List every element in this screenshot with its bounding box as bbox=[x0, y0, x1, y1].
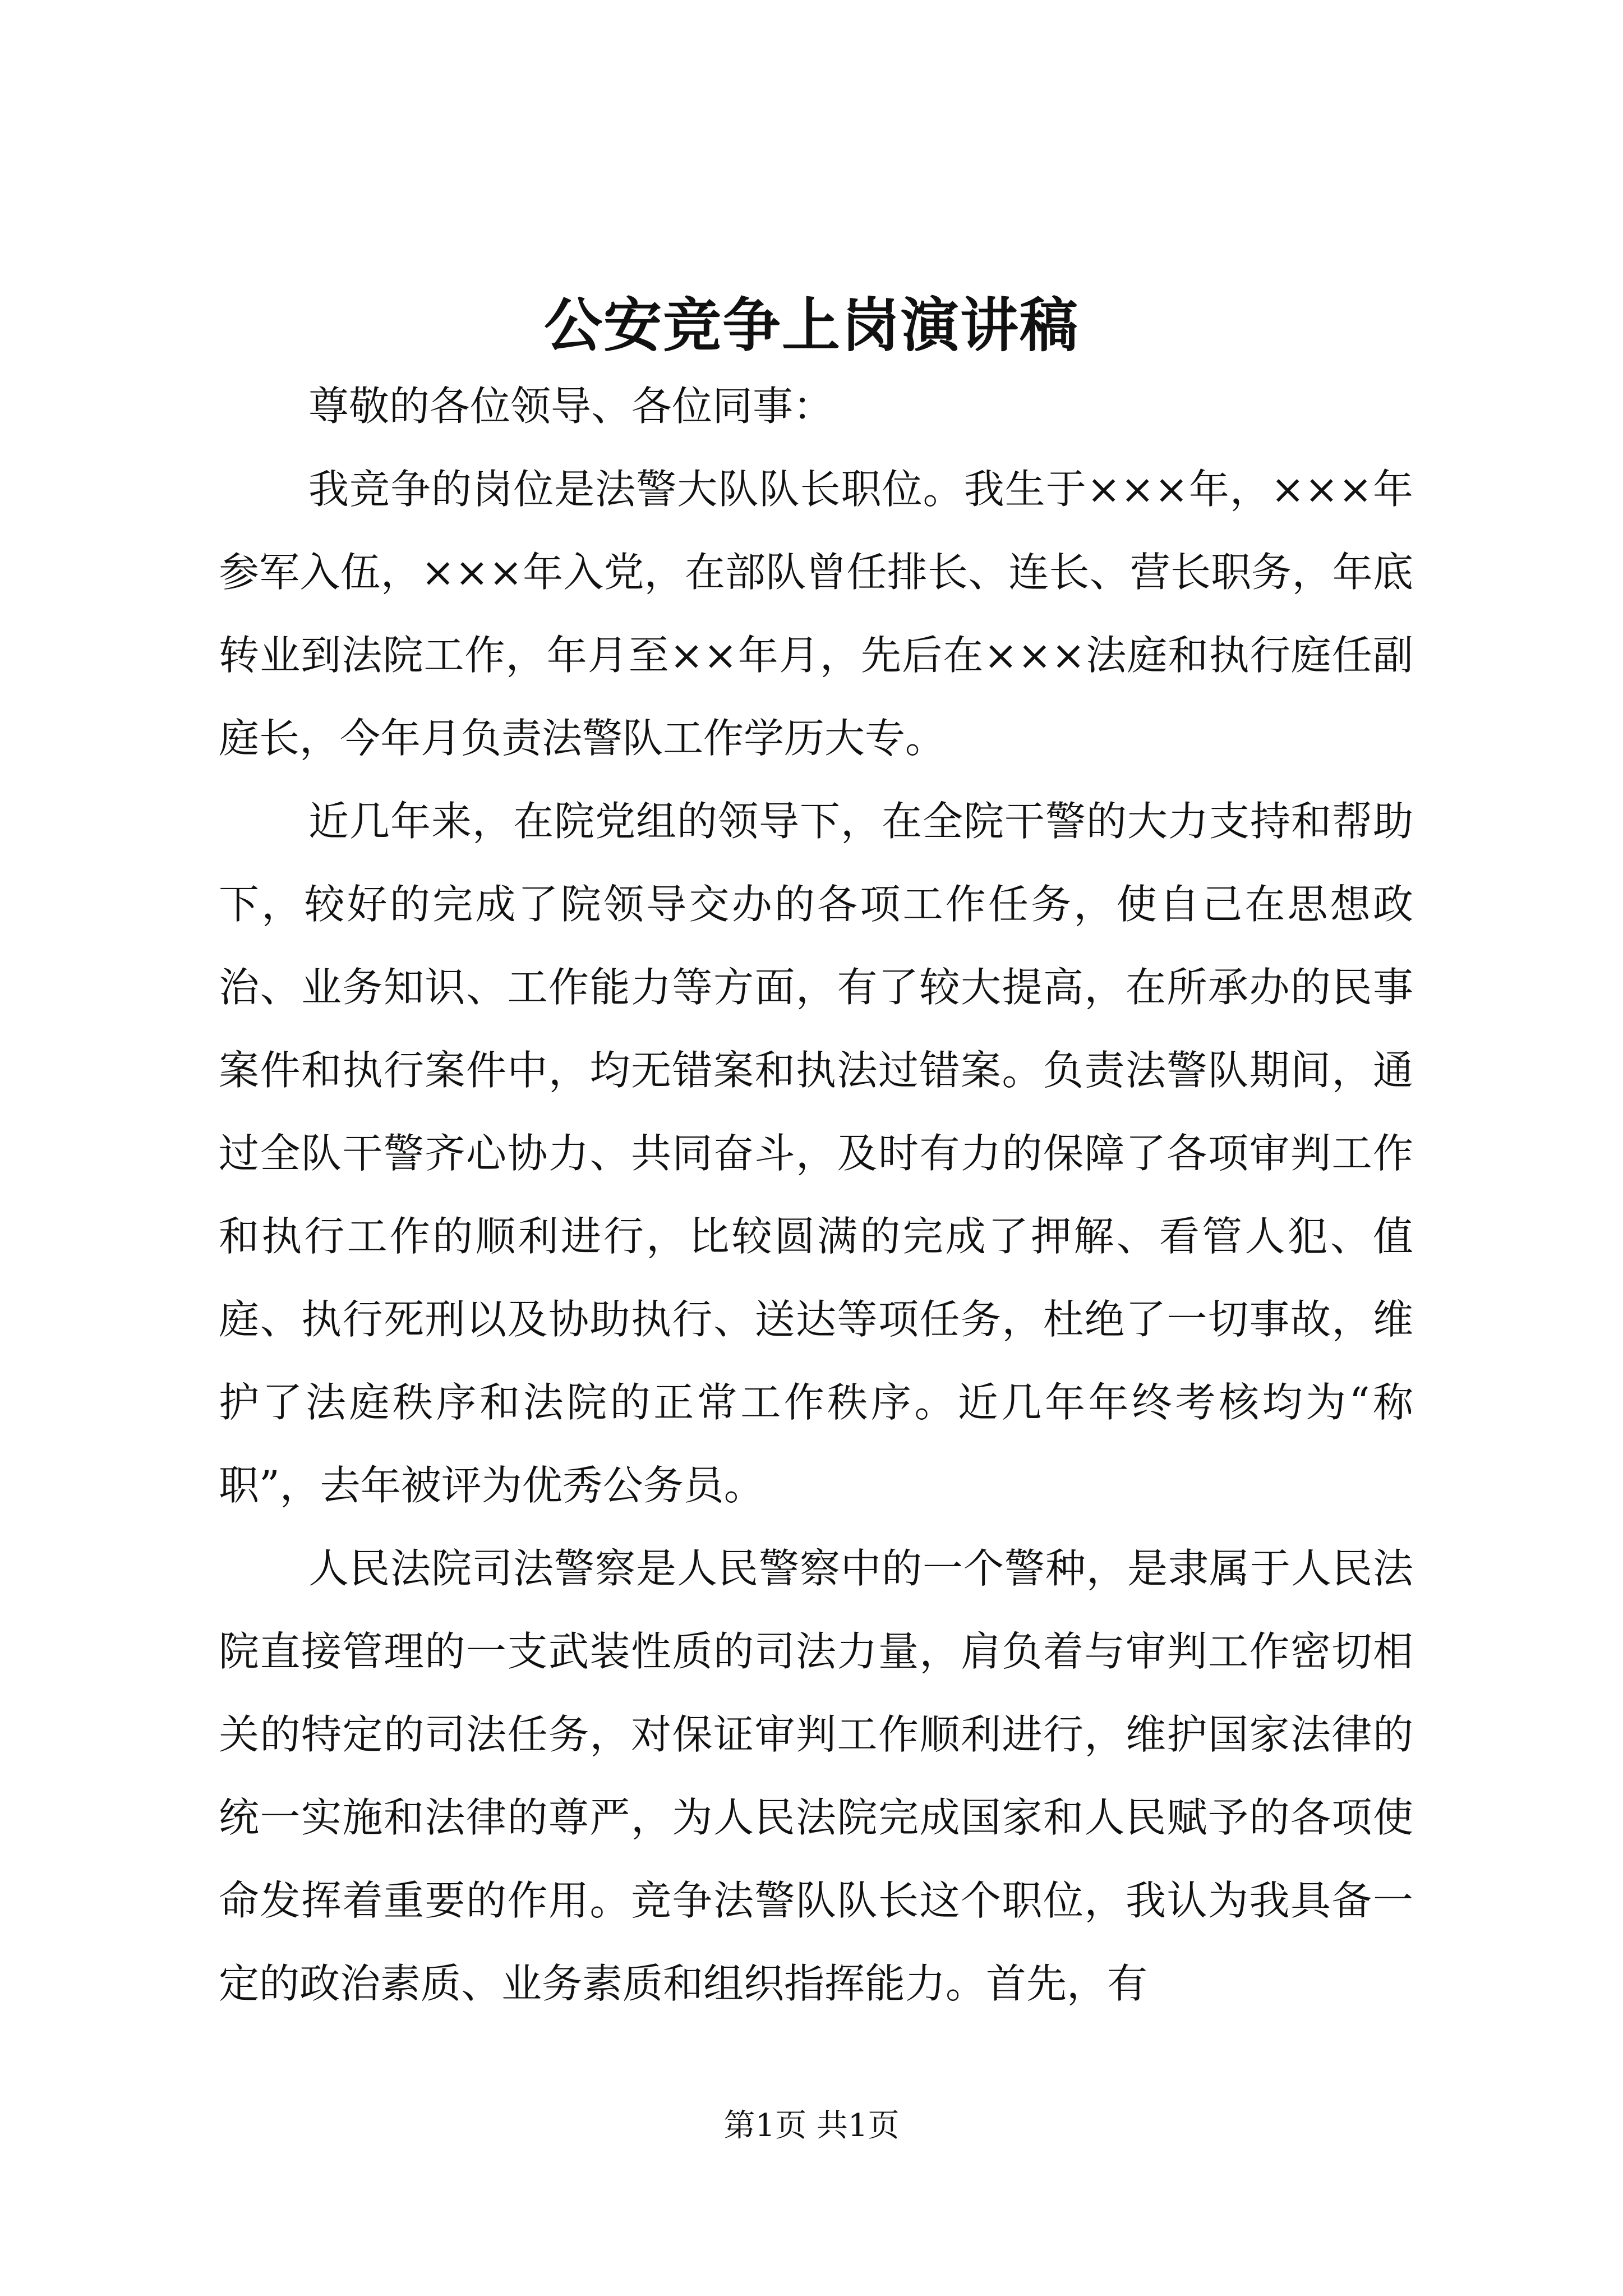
document-title: 公安竞争上岗演讲稿 bbox=[543, 291, 1079, 360]
salutation-paragraph: 尊敬的各位领导、各位同事： bbox=[308, 383, 834, 430]
body-paragraph: 近几年来，在院党组的领导下，在全院干警的大力支持和帮助下，较好的完成了院领导交办的各项工作任务，使自己在思想政治、业务知识、工作能力等方面，有了较大提高，在所承办的民事案件和执行案件中，均无错案和执法过错案。负责法警队期间，通过全队干警齐心协力、共同奋斗，及时有力的保障了各项审判工作和执行工作的顺利进行，比较圆满的完成了押解、看管人犯、值庭、执行死刑以及协助执行、送达等项任务，杜绝了一切事故，维护了法庭秩序和法院的正常工作秩序。近几年年终考核均为“称职”，去年被评为优秀公务员。 bbox=[219, 798, 1413, 1509]
body-paragraph: 我竞争的岗位是法警大队队长职位。我生于×××年，×××年参军入伍，×××年入党，在部队曾任排长、连长、营长职务，年底转业到法院工作，年月至××年月，先后在×××法庭和执行庭任副庭长，今年月负责法警队工作学历大专。 bbox=[219, 466, 1413, 762]
document-body bbox=[219, 365, 1413, 2025]
body-paragraph: 人民法院司法警察是人民警察中的一个警种，是隶属于人民法院直接管理的一支武装性质的司法力量，肩负着与审判工作密切相关的特定的司法任务，对保证审判工作顺利进行，维护国家法律的统一实施和法律的尊严，为人民法院完成国家和人民赋予的各项使命发挥着重要的作用。竞争法警队队长这个职位，我认为我具备一定的政治素质、业务素质和组织指挥能力。首先，有 bbox=[219, 1545, 1413, 2007]
page-footer: 第1页 共1页 bbox=[723, 2108, 900, 2144]
